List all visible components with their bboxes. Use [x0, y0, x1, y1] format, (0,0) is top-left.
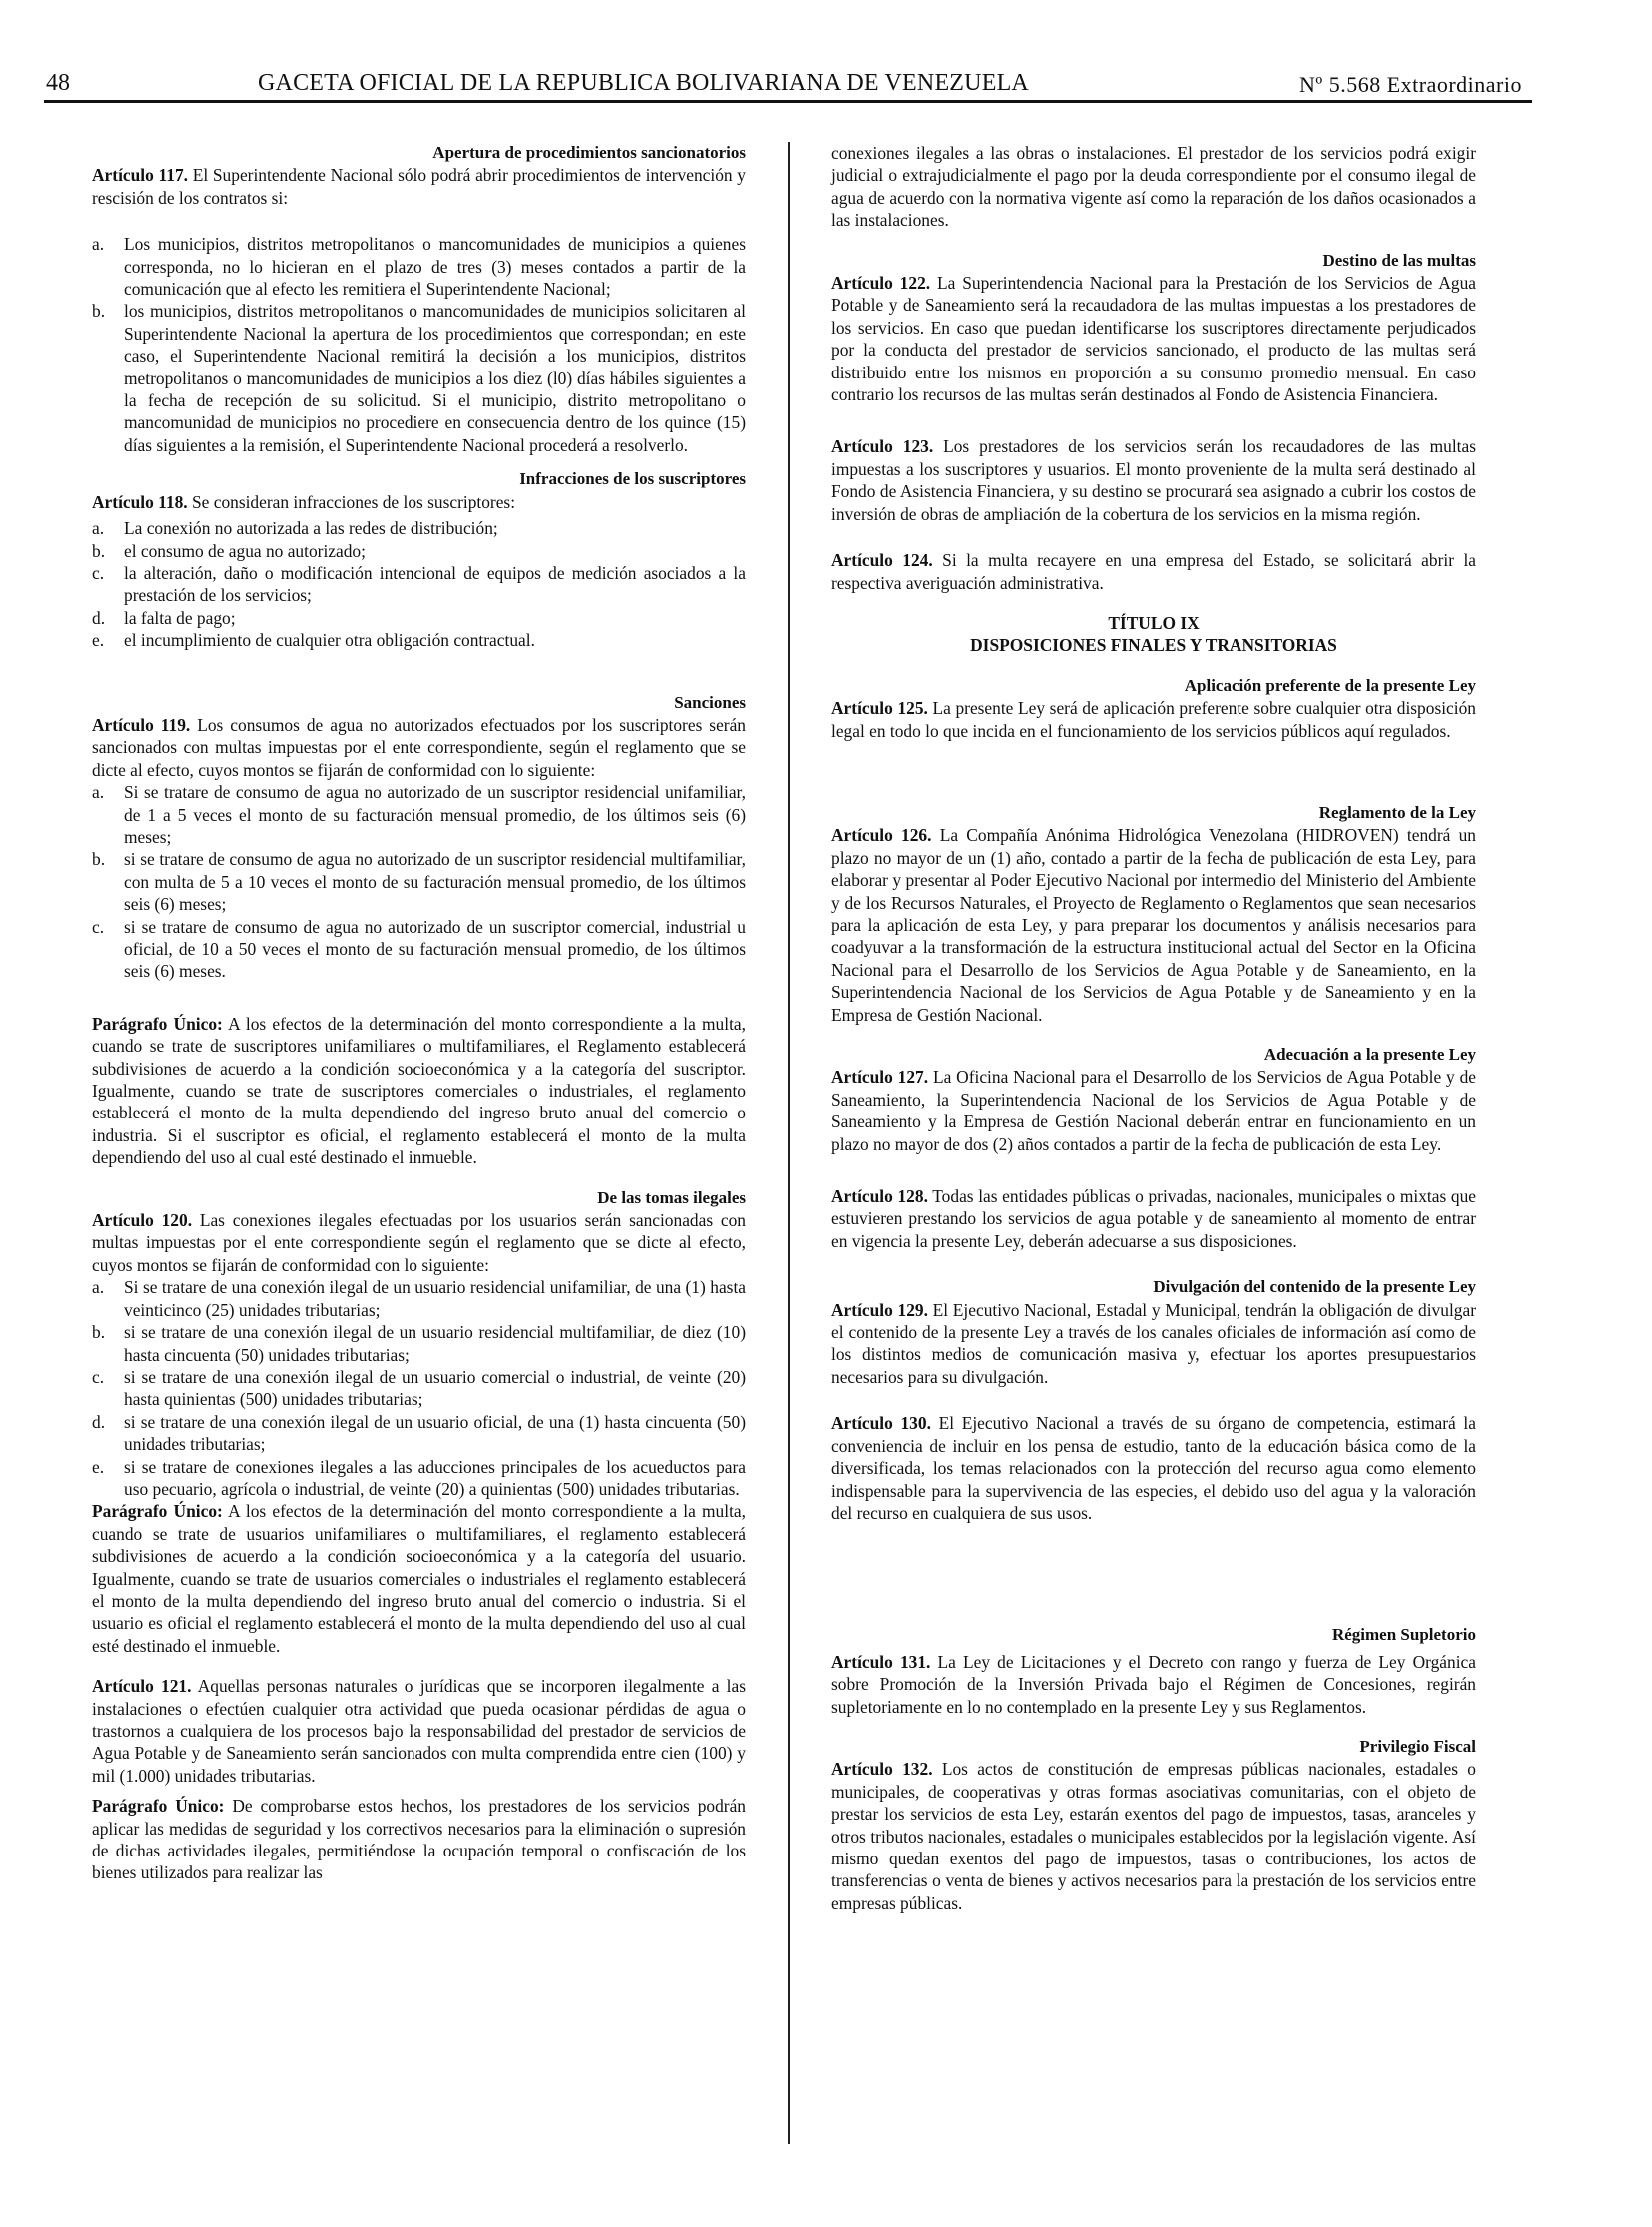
page-header	[44, 70, 1532, 103]
article-text: El Ejecutivo Nacional a través de su órgano de competencia, estimará la conveniencia de incluir en los pensa de estudio, tanto de la educación básica como de la diversificada, los temas relacionados con la protección del recurso agua como elemento indispensable para la supervivencia de las especies, el debido uso del agua y la valoración del recurso en cualquiera de sus usos.	[831, 1413, 1476, 1523]
article-label: Artículo 118.	[92, 491, 188, 512]
paragraph-unico-120	[92, 1500, 746, 1657]
list-item	[92, 1411, 746, 1456]
paragraph-text: A los efectos de la determinación del monto correspondiente a la multa, cuando se trate de suscriptores unifamiliares o multifamiliares, el Reglamento establecerá subdivisiones de acuerdo a la condición socioeconómica y a la categoría del suscriptor. Igualmente, cuando se trate de suscriptores comerciales o industriales, el reglamento establecerá el monto de la multa dependiendo del ingreso bruto anual del comercio o industria. Si el suscriptor es oficial, el reglamento establecerá el monto de la multa dependiendo del uso al cual esté destinado el inmueble.	[92, 1013, 746, 1168]
article-label: Artículo 125.	[831, 698, 928, 719]
article-text: Los consumos de agua no autorizados efectuados por los suscriptores serán sancionados con multas impuestas por el ente correspondiente, según el reglamento que se dicte al efecto, cuyos montos se fijarán de conformidad con lo siguiente:	[92, 714, 746, 780]
article-label: Artículo 119.	[92, 714, 191, 735]
article-126	[831, 824, 1476, 1026]
item-text: si se tratare de una conexión ilegal de un usuario comercial o industrial, de veinte (20) hasta quinientas (500) unidades tributarias;	[124, 1366, 746, 1410]
item-text: si se tratare de consumo de agua no autorizado de un suscriptor comercial, industrial u oficial, de 10 a 50 veces el monto de su facturación mensual promedio, de los últimos seis (6) meses.	[124, 916, 746, 982]
list-item	[92, 848, 746, 915]
article-118-items	[92, 517, 746, 651]
article-121	[92, 1675, 746, 1787]
article-label: Artículo 120.	[92, 1210, 193, 1231]
item-text: La conexión no autorizada a las redes de distribución;	[124, 518, 498, 539]
article-text: Aquellas personas naturales o jurídicas que se incorporen ilegalmente a las instalaciones o efectúen cualquier otra actividad que pueda ocasionar pérdidas de agua o trastornos a cualquiera de los procesos bajo la responsabilidad del prestador de servicios de Agua Potable y de Saneamiento serán sancionados con multa comprendida entre cien (100) y mil (1.000) unidades tributarias.	[92, 1676, 746, 1786]
section-heading: Infracciones de los suscriptores	[519, 469, 746, 489]
paragraph-text: De comprobarse estos hechos, los prestadores de los servicios podrán aplicar las medidas de seguridad y los correctivos necesarios para la eliminación o supresión de dichas actividades ilegales, permitiéndose la ocupación temporal o confiscación de los bienes utilizados para realizar las	[92, 1796, 746, 1883]
article-label: Artículo 127.	[831, 1067, 929, 1088]
column-divider	[788, 142, 790, 2144]
article-label: Artículo 131.	[831, 1651, 931, 1672]
issue-number: Nº 5.568 Extraordinario	[1299, 72, 1522, 97]
item-text: los municipios, distritos metropolitanos o mancomunidades de municipios solicitaren al Superintendente Nacional la apertura de los procedimientos que correspondan; en este caso, el Superintendente Nacional remitirá la decisión a los municipios, distritos metropolitanos o mancomunidades de municipios a los diez (l0) días hábiles siguientes a la fecha de recepción de su solicitud. Si el municipio, distrito metropolitano o mancomunidad de municipios no procediere en consecuencia dentro de los quince (15) días siguientes a la remisión, el Superintendente Nacional procederá a resolverlo.	[124, 301, 746, 455]
article-label: Artículo 121.	[92, 1676, 192, 1697]
list-item	[92, 233, 746, 300]
article-text: Los actos de constitución de empresas públicas nacionales, estadales o municipales, de cooperativas y otras formas asociativas comunitarias, con el objeto de prestar los servicios de esta Ley, estarán exentos del pago de impuestos, tasas, aranceles y otros tributos nacionales, estadales o municipales establecidos por la legislación vigente. Así mismo quedan exentos del pago de impuestos, tasas o contribuciones, los actos de transferencias o venta de bienes y activos necesarios para la prestación de los servicios entre empresas públicas.	[831, 1759, 1476, 1913]
article-text: Las conexiones ilegales efectuadas por los usuarios serán sancionadas con multas impuestas por el ente correspondiente según el reglamento que se dicte al efecto, cuyos montos se fijarán de conformidad con lo siguiente:	[92, 1210, 746, 1275]
section-heading: Destino de las multas	[1322, 250, 1476, 270]
item-text: Si se tratare de consumo de agua no autorizado de un suscriptor residencial unifamiliar, de 1 a 5 veces el monto de su facturación mensual promedio, de los últimos seis (6) meses;	[124, 782, 746, 847]
item-mark: b.	[92, 849, 106, 870]
section-heading: Régimen Supletorio	[1331, 1625, 1476, 1645]
item-mark: c.	[92, 562, 105, 583]
article-label: Artículo 117.	[92, 165, 189, 186]
article-text: Los prestadores de los servicios serán los recaudadores de las multas impuestas a los suscriptores y usuarios. El monto proveniente de la multa será destinado al Fondo de Asistencia Financiera, y su destino se procurará sea asignado a cubrir los costos de inversión de obras de ampliación de la cobertura de los servicios en la misma región.	[831, 436, 1476, 524]
item-mark: c.	[92, 916, 105, 937]
item-mark: a.	[92, 518, 105, 539]
list-item	[92, 1321, 746, 1366]
article-131	[831, 1651, 1476, 1718]
section-heading: Sanciones	[674, 692, 746, 712]
section-heading: Privilegio Fiscal	[1359, 1736, 1476, 1756]
paragraph-unico-119	[92, 1013, 746, 1169]
item-text: el consumo de agua no autorizado;	[124, 540, 366, 561]
article-129	[831, 1299, 1476, 1389]
item-text: si se tratare de consumo de agua no autorizado de un suscriptor residencial multifamiliar, con multa de 5 a 10 veces el monto de su facturación mensual promedio, de los últimos seis (6) meses;	[124, 849, 746, 915]
article-label: Artículo 123.	[831, 436, 934, 457]
item-text: Los municipios, distritos metropolitanos o mancomunidades de municipios a quienes corresponda, no lo hicieran en el plazo de tres (3) meses contados a partir de la comunicación que al efecto les remitiera el Superintendente Nacional;	[124, 234, 746, 300]
item-text: si se tratare de conexiones ilegales a las aducciones principales de los acueductos para uso pecuario, agrícola o industrial, de veinte (20) a quinientas (500) unidades tributarias.	[124, 1456, 746, 1499]
item-mark: b.	[92, 540, 106, 561]
list-item	[92, 1366, 746, 1411]
item-text: si se tratare de una conexión ilegal de un usuario residencial multifamiliar, de diez (10) hasta cincuenta (50) unidades tributarias;	[124, 1322, 746, 1365]
left-column	[92, 142, 746, 1884]
list-item	[92, 300, 746, 456]
article-121-continuation: conexiones ilegales a las obras o instalaciones. El prestador de los servicios podrá exigir judicial o extrajudicialmente el pago por la deuda correspondiente por el consumo ilegal de agua de acuerdo con la normativa vigente así como la reparación de los daños ocasionados a las instalaciones.	[831, 143, 1476, 231]
section-heading: Apertura de procedimientos sancionatorios	[432, 143, 746, 162]
item-mark: d.	[92, 607, 106, 628]
item-text: la alteración, daño o modificación intencional de equipos de medición asociados a la prestación de los servicios;	[124, 562, 746, 606]
article-text: La Oficina Nacional para el Desarrollo de los Servicios de Agua Potable y de Saneamiento, la Superintendencia Nacional de los Servicios de Agua Potable y de Saneamiento y la Empresa de Gestión Nacional deberán entrar en funcionamiento en un plazo no mayor de dos (2) años contados a partir de la fecha de publicación de esta Ley.	[831, 1067, 1476, 1154]
title-ix: TÍTULO IX	[1108, 612, 1200, 633]
article-text: El Superintendente Nacional sólo podrá abrir procedimientos de intervención y rescisión de los contratos si:	[92, 165, 747, 208]
article-label: Artículo 126.	[831, 825, 932, 846]
article-120	[92, 1209, 746, 1276]
article-label: Artículo 130.	[831, 1413, 931, 1434]
article-128	[831, 1185, 1476, 1252]
paragraph-label: Parágrafo Único:	[92, 1796, 225, 1817]
article-text: Todas las entidades públicas o privadas, nacionales, municipales o mixtas que estuvieren prestando los servicios de agua potable y de saneamiento al momento de entrar en vigencia la presente Ley, deberán adecuarse a sus disposiciones.	[831, 1186, 1476, 1251]
item-mark: a.	[92, 234, 105, 255]
right-column	[831, 142, 1476, 1914]
list-item	[92, 540, 746, 562]
paragraph-text: A los efectos de la determinación del monto correspondiente a la multa, cuando se trate de usuarios unifamiliares o multifamiliares, el reglamento establecerá subdivisiones de acuerdo a la condición socioeconómica y a la categoría del usuario. Igualmente, cuando se trate de usuarios comerciales o industriales el reglamento establecerá el monto de la multa dependiendo del ingreso bruto anual del comercio o industria. Si el usuario es oficial el reglamento establecerá el monto de la multa dependiendo del uso al cual esté destinado el inmueble.	[92, 1501, 746, 1656]
item-text: si se tratare de una conexión ilegal de un usuario oficial, de una (1) hasta cincuenta (50) unidades tributarias;	[124, 1411, 746, 1455]
article-118	[92, 491, 746, 513]
section-heading: De las tomas ilegales	[597, 1187, 746, 1207]
article-130	[831, 1412, 1476, 1524]
list-item	[92, 517, 746, 539]
item-mark: b.	[92, 301, 106, 322]
item-mark: a.	[92, 782, 105, 803]
list-item	[92, 607, 746, 629]
item-mark: a.	[92, 1277, 105, 1298]
list-item	[92, 916, 746, 983]
article-text: La Compañía Anónima Hidrológica Venezolana (HIDROVEN) tendrá un plazo no mayor de un (1) año, contado a partir de la fecha de publicación de esta Ley, para elaborar y presentar al Poder Ejecutivo Nacional por intermedio del Ministerio del Ambiente y de los Recursos Naturales, el Proyecto de Reglamento o Reglamentos que sean necesarios para la aplicación de esta Ley, y para preparar los documentos y análisis necesarios para coadyuvar a la transformación de la estructura institucional actual del Sector en la Oficina Nacional para el Desarrollo de los Servicios de Agua Potable y de Saneamiento, en la Superintendencia Nacional de los Servicios de Agua Potable y de Saneamiento y en la Empresa de Gestión Nacional.	[831, 825, 1476, 1025]
section-heading: Reglamento de la Ley	[1318, 802, 1476, 822]
gazette-title: GACETA OFICIAL DE LA REPUBLICA BOLIVARIANA DE VENEZUELA	[258, 70, 1029, 96]
article-119	[92, 714, 746, 781]
section-heading: Aplicación preferente de la presente Ley	[1184, 675, 1476, 695]
list-item	[92, 781, 746, 848]
article-text: La Ley de Licitaciones y el Decreto con rango y fuerza de Ley Orgánica sobre Promoción de la Inversión Privada bajo el Régimen de Concesiones, regirán supletoriamente en lo no contemplado en la presente Ley y sus Reglamentos.	[831, 1651, 1476, 1717]
article-label: Artículo 122.	[831, 273, 931, 294]
item-mark: d.	[92, 1411, 106, 1432]
item-mark: b.	[92, 1322, 106, 1343]
item-text: Si se tratare de una conexión ilegal de un usuario residencial unifamiliar, de una (1) hasta veinticinco (25) unidades tributarias;	[124, 1277, 746, 1320]
article-125	[831, 697, 1476, 742]
section-heading: Divulgación del contenido de la presente Ley	[1153, 1277, 1476, 1297]
list-item	[92, 1276, 746, 1321]
article-117-items	[92, 233, 746, 456]
article-label: Artículo 132.	[831, 1759, 933, 1780]
article-text: El Ejecutivo Nacional, Estadal y Municipal, tendrán la obligación de divulgar el contenido de la presente Ley a través de los canales oficiales de información así como de los distintos medios de comunicación masiva y, efectuar los aportes presupuestarios necesarios para su divulgación.	[831, 1299, 1476, 1387]
article-label: Artículo 124.	[831, 550, 933, 571]
article-text: La presente Ley será de aplicación preferente sobre cualquier otra disposición legal en todo lo que incida en el funcionamiento de los servicios públicos aquí regulados.	[831, 698, 1476, 741]
list-item	[92, 629, 746, 651]
paragraph-label: Parágrafo Único:	[92, 1013, 223, 1034]
title-ix-subtitle: DISPOSICIONES FINALES Y TRANSITORIAS	[970, 635, 1337, 656]
article-text: Si la multa recayere en una empresa del Estado, se solicitará abrir la respectiva averiguación administrativa.	[831, 550, 1476, 593]
article-label: Artículo 128.	[831, 1186, 928, 1207]
article-123	[831, 435, 1476, 525]
article-120-items	[92, 1276, 746, 1500]
paragraph-unico-121	[92, 1795, 746, 1884]
article-117	[92, 164, 746, 209]
article-132	[831, 1758, 1476, 1914]
item-mark: e.	[92, 1456, 105, 1477]
article-text: La Superintendencia Nacional para la Prestación de los Servicios de Agua Potable y de Saneamiento será la recaudadora de las multas impuestas a los prestadores de los servicios. En caso que puedan identificarse los suscriptores directamente perjudicados por la conducta del prestador de servicios sancionado, el producto de las multas será distribuido entre los mismos en proporción a su consumo promedio mensual. En caso contrario los recursos de las multas serán destinados al Fondo de Asistencia Financiera.	[831, 273, 1476, 405]
article-124	[831, 549, 1476, 594]
item-mark: e.	[92, 630, 105, 651]
item-mark: c.	[92, 1366, 105, 1387]
article-text: Se consideran infracciones de los suscriptores:	[187, 491, 516, 512]
section-heading: Adecuación a la presente Ley	[1263, 1045, 1476, 1064]
list-item	[92, 562, 746, 607]
list-item	[92, 1456, 746, 1501]
item-text: la falta de pago;	[124, 607, 236, 628]
article-127	[831, 1066, 1476, 1155]
article-119-items	[92, 781, 746, 983]
page-number: 48	[46, 70, 70, 96]
article-122	[831, 272, 1476, 405]
paragraph-label: Parágrafo Único:	[92, 1501, 223, 1522]
article-label: Artículo 129.	[831, 1299, 928, 1320]
item-text: el incumplimiento de cualquier otra obligación contractual.	[124, 630, 535, 651]
